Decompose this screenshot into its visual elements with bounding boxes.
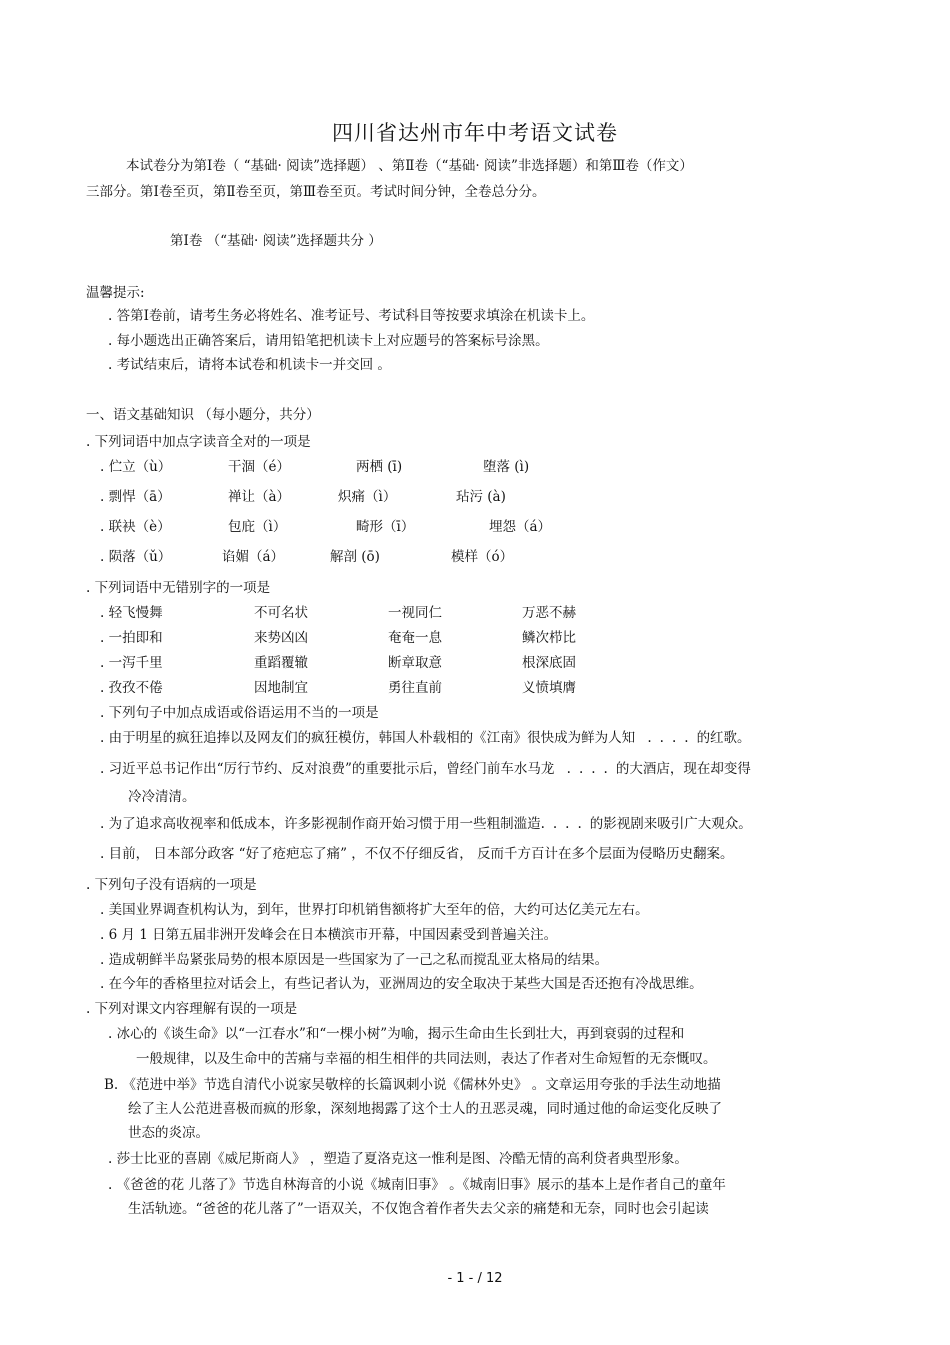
q2-option: 鳞次栉比 — [522, 630, 576, 646]
page-number: - 1 - / 12 — [447, 1271, 503, 1286]
q2-option: 不可名状 — [254, 605, 308, 621]
q1-option: 模样（ó） — [451, 549, 514, 565]
tip-item: . 每小题选出正确答案后，请用铅笔把机读卡上对应题号的答案标号涂黑。 — [108, 333, 549, 349]
tips-heading: 温馨提示: — [86, 285, 145, 301]
q2-option: . 轻飞慢舞 — [100, 605, 163, 621]
q2-option: 义愤填膺 — [522, 680, 576, 696]
question-stem: . 下列句子没有语病的一项是 — [86, 877, 257, 893]
q3-option-b — [100, 760, 751, 778]
q4-option: . 6 月 1 日第五届非洲开发峰会在日本横滨市开幕，中国因素受到普遍关注。 — [100, 927, 558, 943]
tip-item: . 考试结束后，请将本试卷和机读卡一并交回 。 — [108, 357, 391, 373]
q2-option: 来势凶凶 — [254, 630, 308, 646]
q2-option: 断章取意 — [388, 655, 442, 671]
part1-heading: 第Ⅰ卷 （“基础· 阅读”选择题共分 ） — [170, 233, 382, 249]
q3-option-c — [100, 815, 752, 833]
q3-option-a-tail: 的红歌。 — [696, 730, 751, 746]
q2-option: . 一拍即和 — [100, 630, 163, 646]
q4-option: . 在今年的香格里拉对话会上，有些记者认为，亚洲周边的安全取决于某些大国是否还抱有冷战思维。 — [100, 976, 703, 992]
section-heading: 一、语文基础知识 （每小题分，共分） — [86, 407, 320, 423]
question-stem: . 下列词语中加点字读音全对的一项是 — [86, 434, 311, 450]
q1-option: 禅让（à） — [228, 489, 291, 505]
q1-option: 炽痛（ì） — [338, 489, 397, 505]
dotted-blank: .... — [554, 761, 616, 777]
q1-option: 两栖 (ī) — [356, 459, 403, 475]
q1-option: 玷污 (à) — [456, 489, 506, 505]
q5-option-d: . 《爸爸的花 儿落了》节选自林海音的小说《城南旧事》 。《城南旧事》展示的基本上是作者自己的童年 — [108, 1177, 726, 1193]
q2-option: 奄奄一息 — [388, 630, 442, 646]
q2-option: . 一泻千里 — [100, 655, 163, 671]
q3-option-b-text: . 习近平总书记作出“厉行节约、反对浪费”的重要批示后，曾经门前车水马龙 — [100, 761, 555, 777]
intro-line-1: 本试卷分为第Ⅰ卷（ “基础· 阅读”选择题） 、第Ⅱ卷（“基础· 阅读”非选择题）和第Ⅲ卷（作文） — [126, 158, 693, 174]
intro-line-2: 三部分。第Ⅰ卷至页，第Ⅱ卷至页，第Ⅲ卷至页。考试时间分钟，全卷总分分。 — [86, 184, 546, 200]
q3-option-c-text: . 为了追求高收视率和低成本，许多影视制作商开始习惯于用一些粗制滥造 — [100, 816, 541, 832]
q1-option: 埋怨（á） — [489, 519, 552, 535]
q2-option: 重蹈覆辙 — [254, 655, 308, 671]
q2-option: 一视同仁 — [388, 605, 442, 621]
q5-option-b: B. 《范进中举》节选自清代小说家吴敬梓的长篇讽刺小说《儒林外史》 。文章运用夸张的手法生动地描 — [104, 1077, 721, 1093]
q3-option-b-cont: 冷冷清清。 — [128, 789, 196, 805]
q1-option: 畸形（ī） — [356, 519, 415, 535]
dotted-blank: .... — [635, 730, 697, 746]
q1-option: 包庇（ì） — [228, 519, 287, 535]
q1-option: . 联袂（è） — [100, 519, 171, 535]
q1-option: . 陨落（ǔ） — [100, 549, 172, 565]
q4-option: . 美国业界调查机构认为，到年，世界打印机销售额将扩大至年的倍，大约可达亿美元左右。 — [100, 902, 649, 918]
q2-option: 勇往直前 — [388, 680, 442, 696]
q5-option-c: . 莎士比亚的喜剧《威尼斯商人》 ，塑造了夏洛克这一惟利是图、冷酷无情的高利贷者典型形象。 — [108, 1151, 688, 1167]
q2-option: . 孜孜不倦 — [100, 680, 163, 696]
page-title: 四川省达州市年中考语文试卷 — [332, 121, 618, 145]
q4-option: . 造成朝鲜半岛紧张局势的根本原因是一些国家为了一己之私而搅乱亚太格局的结果。 — [100, 952, 609, 968]
q1-option: 解剖 (ō) — [330, 549, 380, 565]
q1-option: . 伫立（ù） — [100, 459, 172, 475]
q5-option-d-cont: 生活轨迹。“爸爸的花儿落了”一语双关，不仅饱含着作者失去父亲的痛楚和无奈，同时也会引起读 — [128, 1201, 709, 1217]
q1-option: . 剽悍（ā） — [100, 489, 171, 505]
q1-option: 干涸（é） — [228, 459, 290, 475]
q3-option-a — [100, 729, 751, 747]
question-stem: . 下列词语中无错别字的一项是 — [86, 580, 271, 596]
q5-option-b-cont: 绘了主人公范进喜极而疯的形象，深刻地揭露了这个士人的丑恶灵魂，同时通过他的命运变化反映了 — [128, 1101, 722, 1117]
q1-option: 谄媚（á） — [222, 549, 285, 565]
question-stem: . 下列句子中加点成语或俗语运用不当的一项是 — [100, 705, 379, 721]
q2-option: 万恶不赫 — [522, 605, 576, 621]
q3-option-b-tail: 的大酒店，现在却变得 — [615, 761, 751, 777]
q5-option-a-cont: 一般规律，以及生命中的苦痛与幸福的相生相伴的共同法则，表达了作者对生命短暂的无奈慨叹。 — [136, 1051, 717, 1067]
q3-option-c-tail: 的影视剧来吸引广大观众。 — [589, 816, 752, 832]
q5-option-a: . 冰心的《谈生命》以“一江春水”和“一棵小树”为喻，揭示生命由生长到壮大，再到衰弱的过程和 — [108, 1026, 685, 1042]
dotted-blank: .... — [540, 816, 590, 832]
q2-option: 因地制宜 — [254, 680, 308, 696]
q2-option: 根深底固 — [522, 655, 576, 671]
tip-item: . 答第Ⅰ卷前，请考生务必将姓名、准考证号、考试科目等按要求填涂在机读卡上。 — [108, 308, 595, 324]
q3-option-a-text: . 由于明星的疯狂追捧以及网友们的疯狂模仿，韩国人朴载相的《江南》很快成为鲜为人知 — [100, 730, 636, 746]
q1-option: 堕落 (ì) — [483, 459, 530, 475]
q3-option-d: . 目前， 日本部分政客 “好了疮疤忘了痛” ，不仅不仔细反省， 反而千方百计在多个层面为侵略历史翻案。 — [100, 846, 734, 862]
q5-option-b-cont: 世态的炎凉。 — [128, 1125, 209, 1141]
question-stem: . 下列对课文内容理解有误的一项是 — [86, 1001, 298, 1017]
